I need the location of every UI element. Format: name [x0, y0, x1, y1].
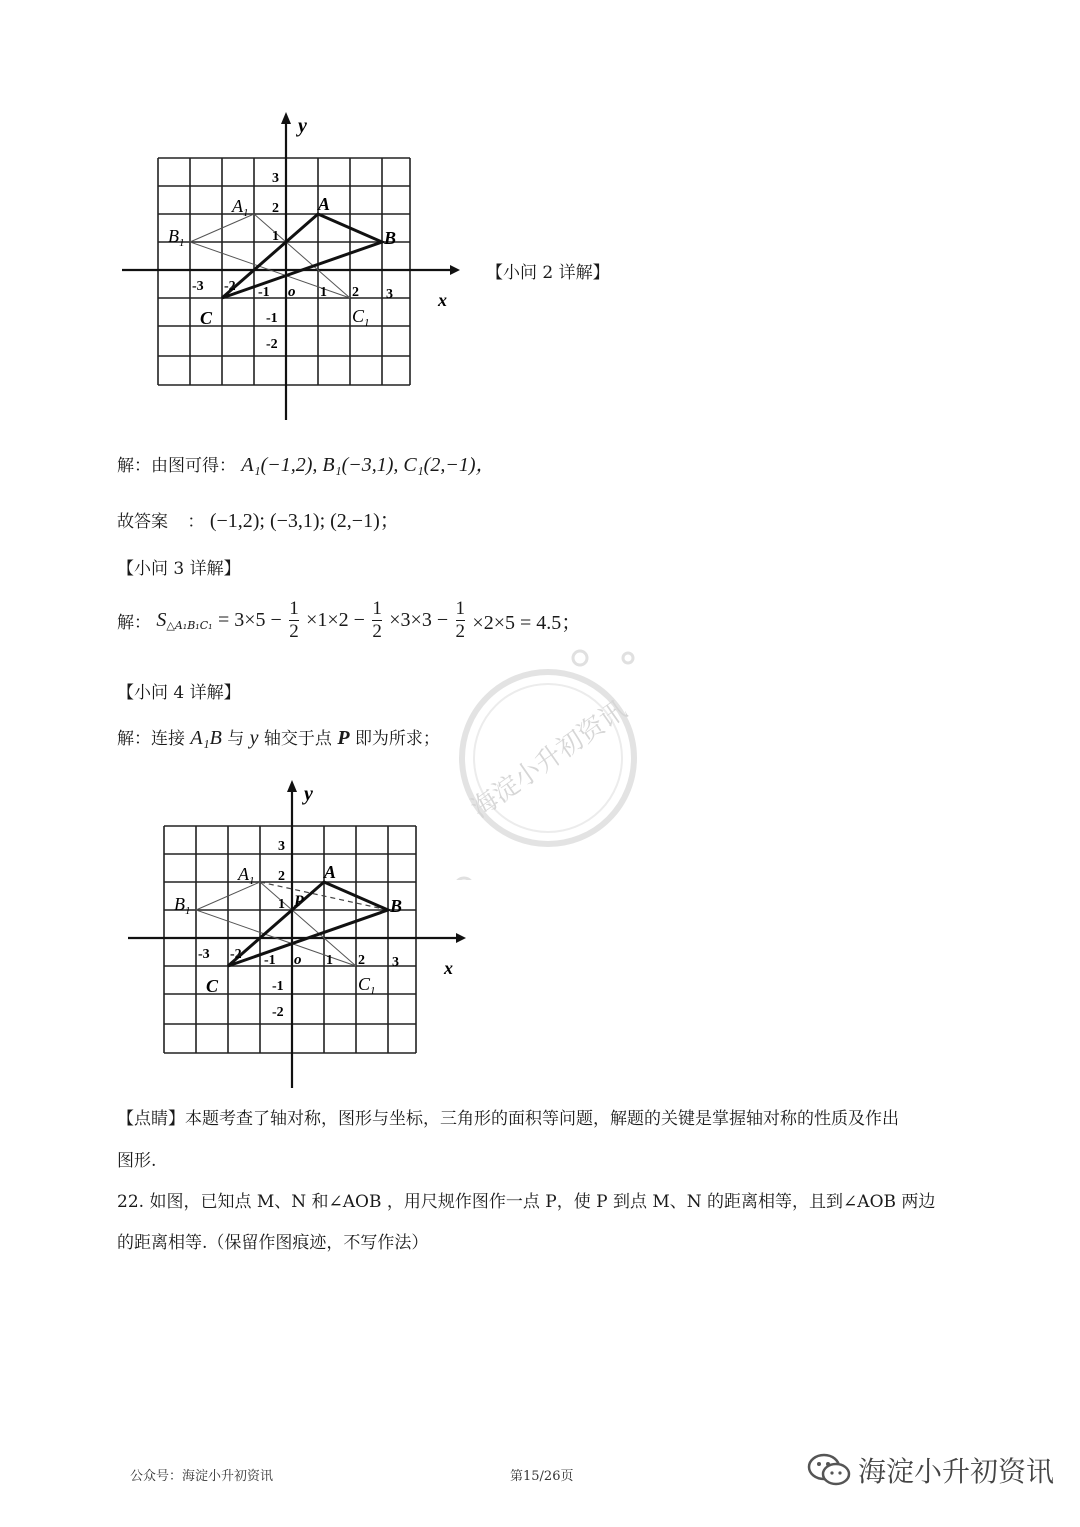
- coordinate-figure-1: [120, 110, 460, 430]
- label-q4: 【小问 4 详解】: [117, 683, 241, 703]
- y-tick: 3: [278, 839, 285, 854]
- x-axis-label: x: [444, 958, 453, 978]
- y-tick: -2: [272, 1005, 284, 1020]
- solution-4-text: 即为所求；: [354, 729, 440, 749]
- solution-3-prefix: 解：: [117, 613, 151, 633]
- y-axis-label: y: [298, 115, 307, 137]
- y-tick: 2: [278, 869, 285, 884]
- point-label-C1: $C_1$: [358, 974, 376, 997]
- question-22-line-2: 的距离相等.（保留作图痕迹，不写作法）: [117, 1233, 429, 1253]
- footer-brand: [806, 1450, 1054, 1490]
- x-tick: -3: [198, 947, 210, 962]
- x-tick: -1: [258, 285, 270, 300]
- solution-4: [117, 724, 440, 750]
- point-label-A1: $A_1$: [238, 864, 255, 887]
- x-tick: 2: [358, 953, 365, 968]
- answer-2-prefix: 故答案: [117, 512, 168, 532]
- x-tick: 1: [326, 953, 333, 968]
- y-tick: -2: [266, 337, 278, 352]
- solution-4-text: 解：连接: [117, 729, 185, 749]
- solution-3-part2: ×1×2 −: [306, 609, 365, 631]
- solution-4-text: 与: [227, 729, 245, 749]
- comment-line-1: 【点睛】本题考查了轴对称，图形与坐标，三角形的面积等问题，解题的关键是掌握轴对称的性质及作出: [117, 1109, 899, 1129]
- watermark-text: 海淀小升初资讯: [465, 695, 633, 825]
- coordinate-figure-2: [126, 778, 466, 1098]
- point-label-B: B: [384, 228, 397, 248]
- point-label-A1: $A_1$: [232, 196, 249, 219]
- point-label-B1: $B_1$: [174, 894, 191, 917]
- x-axis-label: x: [438, 290, 447, 310]
- point-label-C: C: [206, 976, 219, 996]
- solution-3: [117, 598, 581, 643]
- label-q2: 【小问 2 详解】: [486, 263, 610, 283]
- segment-a1b: A₁B: [190, 727, 222, 749]
- x-tick: -2: [224, 279, 236, 294]
- answer-2-sep: ：: [187, 512, 205, 532]
- x-tick: 3: [392, 955, 399, 970]
- point-label-A: A: [318, 194, 331, 214]
- x-tick: 1: [320, 285, 327, 300]
- point-label-C1: $C_1$: [352, 306, 370, 329]
- x-tick: 2: [352, 285, 359, 300]
- area-subscript: △A₁B₁C₁: [166, 619, 213, 632]
- y-tick: -1: [272, 979, 284, 994]
- y-axis-label: y: [304, 783, 313, 805]
- footer-brand-text: 海淀小升初资讯: [858, 1455, 1055, 1488]
- y-tick: 2: [272, 201, 279, 216]
- solution-3-part3: ×3×3 −: [389, 609, 449, 631]
- point-label-P: P: [294, 893, 304, 910]
- y-symbol: y: [249, 727, 259, 749]
- question-22-line-1: 22. 如图，已知点 M、N 和∠AOB ，用尺规作图作一点 P，使 P 到点 M、N 的距离相等，且到∠AOB 两边: [117, 1192, 936, 1212]
- wechat-icon: [806, 1452, 852, 1488]
- solution-4-text: 轴交于点: [263, 729, 332, 749]
- footer-left: 公众号：海淀小升初资讯: [130, 1469, 274, 1484]
- point-label-B: B: [390, 896, 403, 916]
- point-label-C: C: [200, 308, 213, 328]
- x-tick: 3: [386, 287, 393, 302]
- area-symbol: S: [156, 609, 167, 631]
- origin-label: o: [288, 284, 296, 300]
- solution-2-prefix: 解：由图可得：: [117, 456, 236, 476]
- comment-line-2: 图形.: [117, 1151, 157, 1171]
- x-tick: -2: [230, 947, 242, 962]
- origin-label: o: [294, 952, 302, 968]
- point-label-A: A: [324, 862, 337, 882]
- y-tick: 3: [272, 171, 279, 186]
- y-tick: 1: [272, 229, 279, 244]
- footer-page-number: 第15/26页: [510, 1469, 574, 1484]
- y-tick: -1: [266, 311, 278, 326]
- fraction-half: $\frac{1}{2}$: [455, 598, 466, 642]
- answer-2: [117, 504, 400, 533]
- x-tick: -3: [192, 279, 204, 294]
- answer-2-expression: (−1,2); (−3,1); (2,−1)；: [209, 510, 400, 532]
- x-tick: -1: [264, 953, 276, 968]
- y-tick: 1: [278, 897, 285, 912]
- solution-2-expression: A₁(−1,2), B₁(−3,1), C₁(2,−1)，: [241, 454, 496, 476]
- point-p-symbol: P: [337, 727, 350, 749]
- fraction-half: $\frac{1}{2}$: [372, 598, 382, 642]
- solution-3-part1: = 3×5 −: [217, 609, 282, 631]
- solution-2: [117, 448, 496, 477]
- label-q3: 【小问 3 详解】: [117, 559, 241, 579]
- solution-3-part4: ×2×5 = 4.5；: [472, 612, 582, 634]
- point-label-B1: $B_1$: [168, 226, 185, 249]
- fraction-half: $\frac{1}{2}$: [289, 598, 299, 642]
